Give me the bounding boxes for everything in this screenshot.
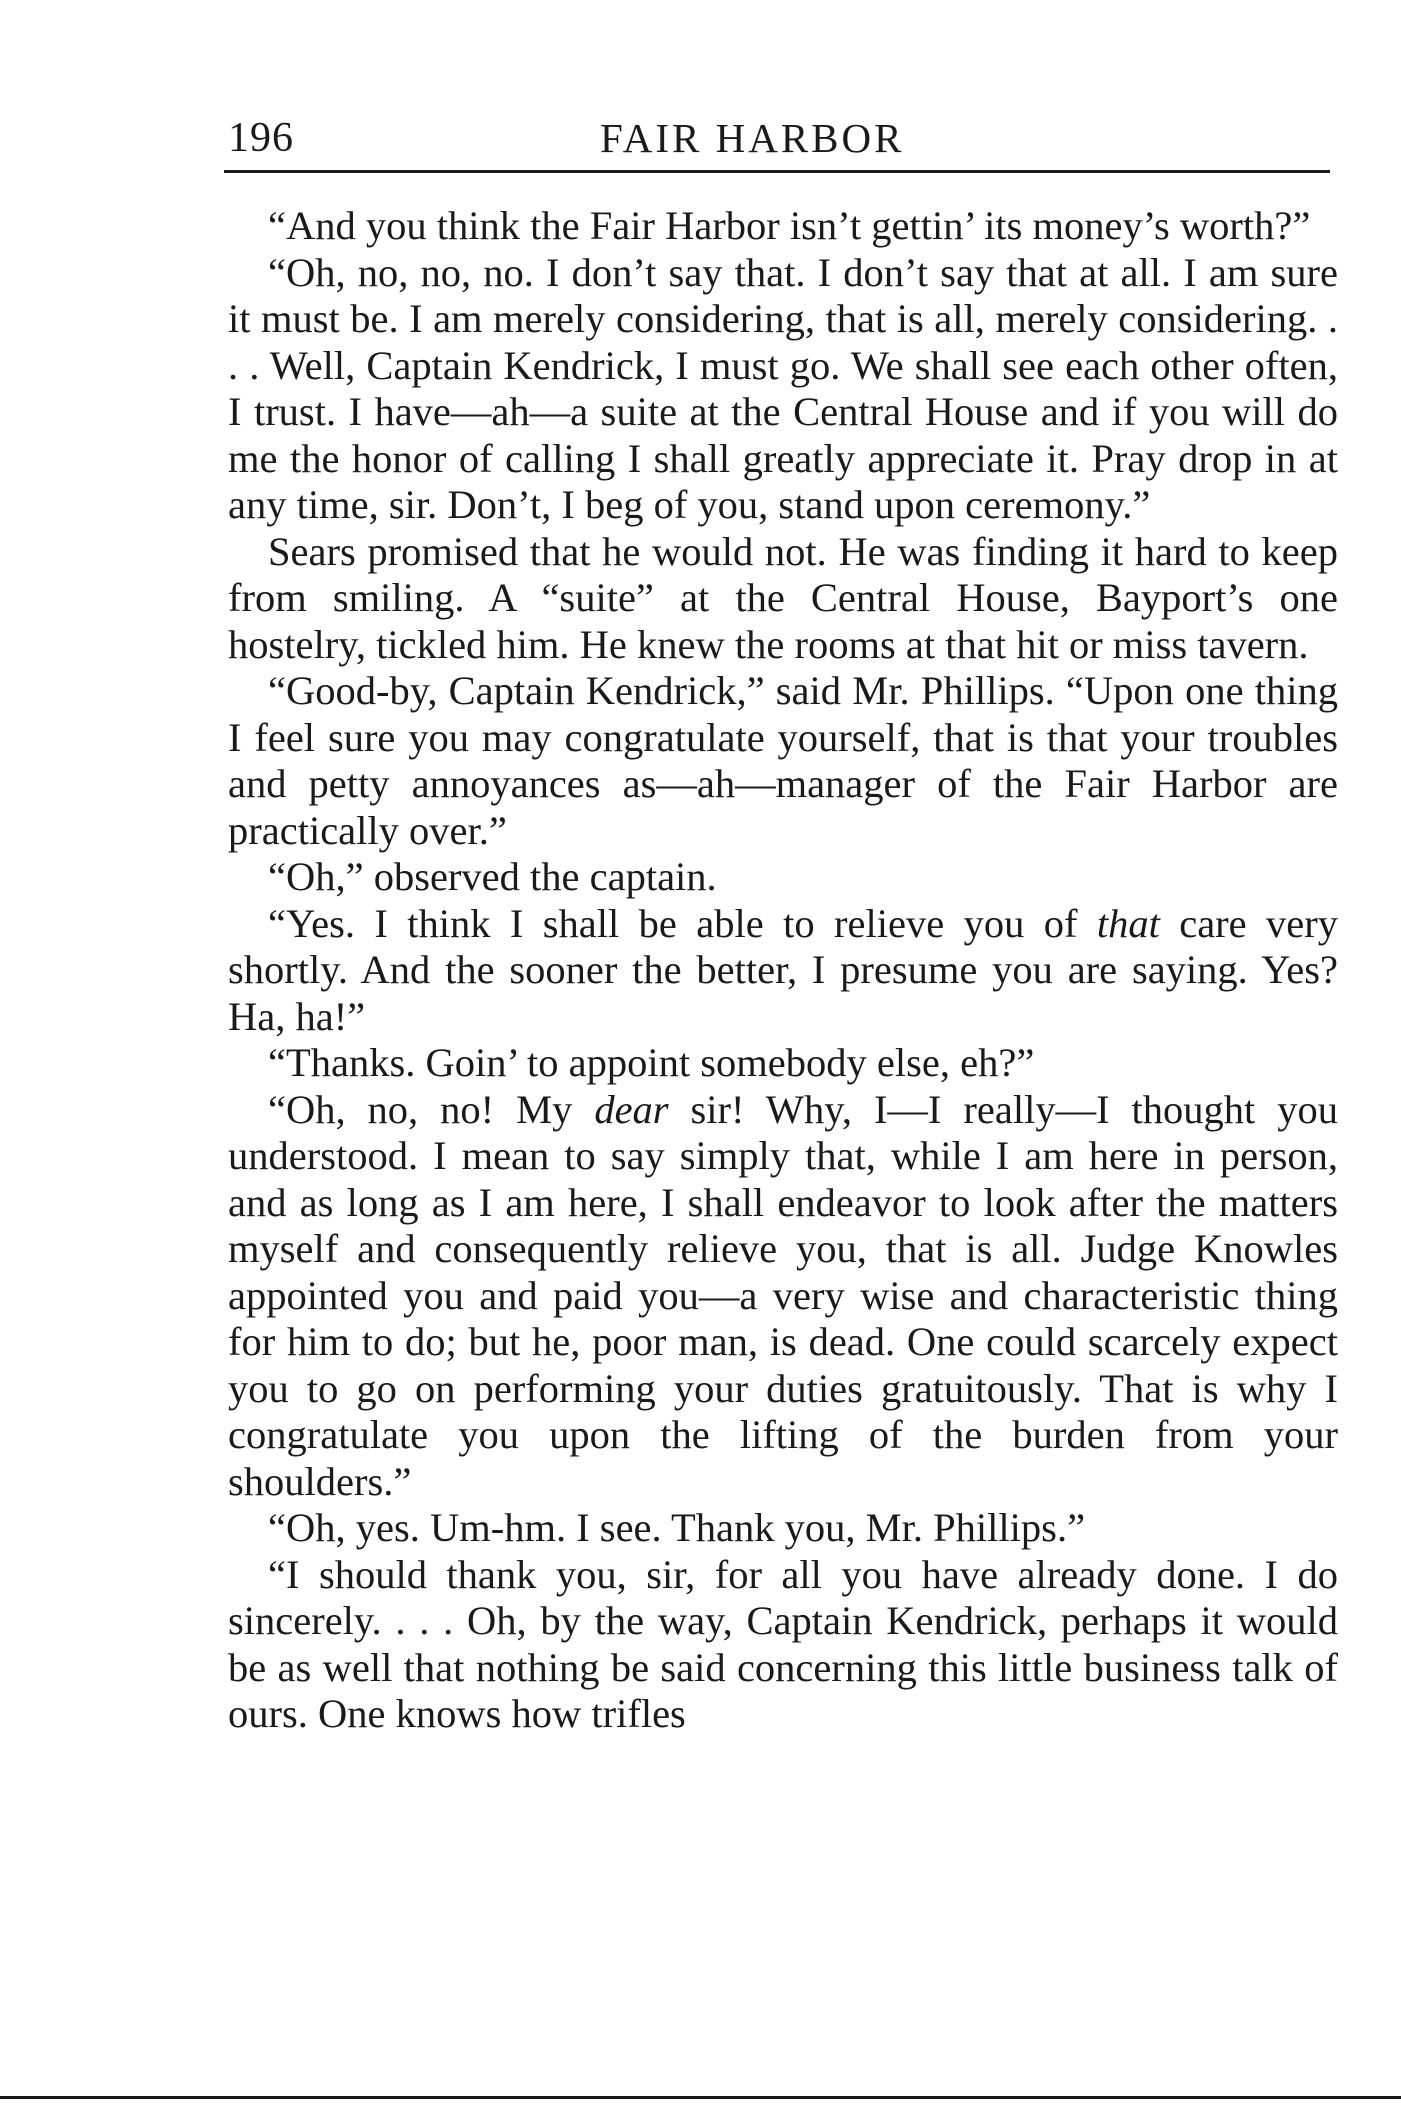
- paragraph-8: [228, 1087, 1338, 1506]
- paragraph-6-text-end: care very shortly. And the sooner the better, I presume you are saying. Yes? Ha, ha!”: [228, 900, 1338, 1039]
- paragraph-1: “And you think the Fair Harbor isn’t gettin’ its money’s worth?”: [268, 203, 1311, 248]
- emphasis-dear: dear: [594, 1086, 669, 1132]
- page-number: 196: [228, 115, 294, 161]
- paragraph-10: “I should thank you, sir, for all you have already done. I do sincerely. . . . Oh, by the way, Captain Kendrick, perhaps it would be as well that nothing be said concerning this little business talk of ours. One knows how trifles: [228, 1551, 1338, 1736]
- header-rule: [224, 170, 1330, 173]
- paragraph-6: [228, 901, 1338, 1041]
- paragraph-8-text-start: “Oh, no, no! My: [268, 1086, 595, 1132]
- paragraph-9: “Oh, yes. Um-hm. I see. Thank you, Mr. Phillips.”: [268, 1505, 1086, 1550]
- paragraph-3: Sears promised that he would not. He was finding it hard to keep from smiling. A “suite” at the Central House, Bayport’s one hostelry, tickled him. He knew the rooms at that hit or miss tavern.: [228, 528, 1338, 667]
- paragraph-5: “Oh,” observed the captain.: [268, 854, 717, 899]
- paragraph-6-text-start: “Yes. I think I shall be able to relieve you of: [268, 900, 1097, 946]
- paragraph-7: “Thanks. Goin’ to appoint somebody else, eh?”: [268, 1040, 1035, 1085]
- page-header: [228, 110, 1338, 166]
- running-head: FAIR HARBOR: [600, 115, 905, 161]
- paragraph-8-text-end: sir! Why, I—I really—I thought you understood. I mean to say simply that, while I am here in person, and as long as I am here, I shall endeavor to look after the matters myself and consequently relieve you, that is all. Judge Knowles appointed you and paid you—a very wise and characteristic thing for him to do; but he, poor man, is dead. One could scarcely expect you to go on performing your duties gratuitously. That is why I congratulate you upon the lifting of the burden from your shoulders.”: [228, 1086, 1338, 1504]
- emphasis-that: that: [1096, 900, 1160, 946]
- footer-rule: [0, 2096, 1401, 2099]
- body-text: [228, 203, 1338, 1738]
- paragraph-2: “Oh, no, no, no. I don’t say that. I don’t say that at all. I am sure it must be. I am merely considering, that is all, merely considering. . . . Well, Captain Kendrick, I must go. We shall see each other often, I trust. I have—ah—a suite at the Central House and if you will do me the honor of calling I shall greatly appreciate it. Pray drop in at any time, sir. Don’t, I beg of you, stand upon ceremony.”: [228, 249, 1338, 527]
- paragraph-4: “Good-by, Captain Kendrick,” said Mr. Phillips. “Upon one thing I feel sure you may congratulate yourself, that is that your troubles and petty annoyances as—ah—manager of the Fair Harbor are practically over.”: [228, 668, 1338, 853]
